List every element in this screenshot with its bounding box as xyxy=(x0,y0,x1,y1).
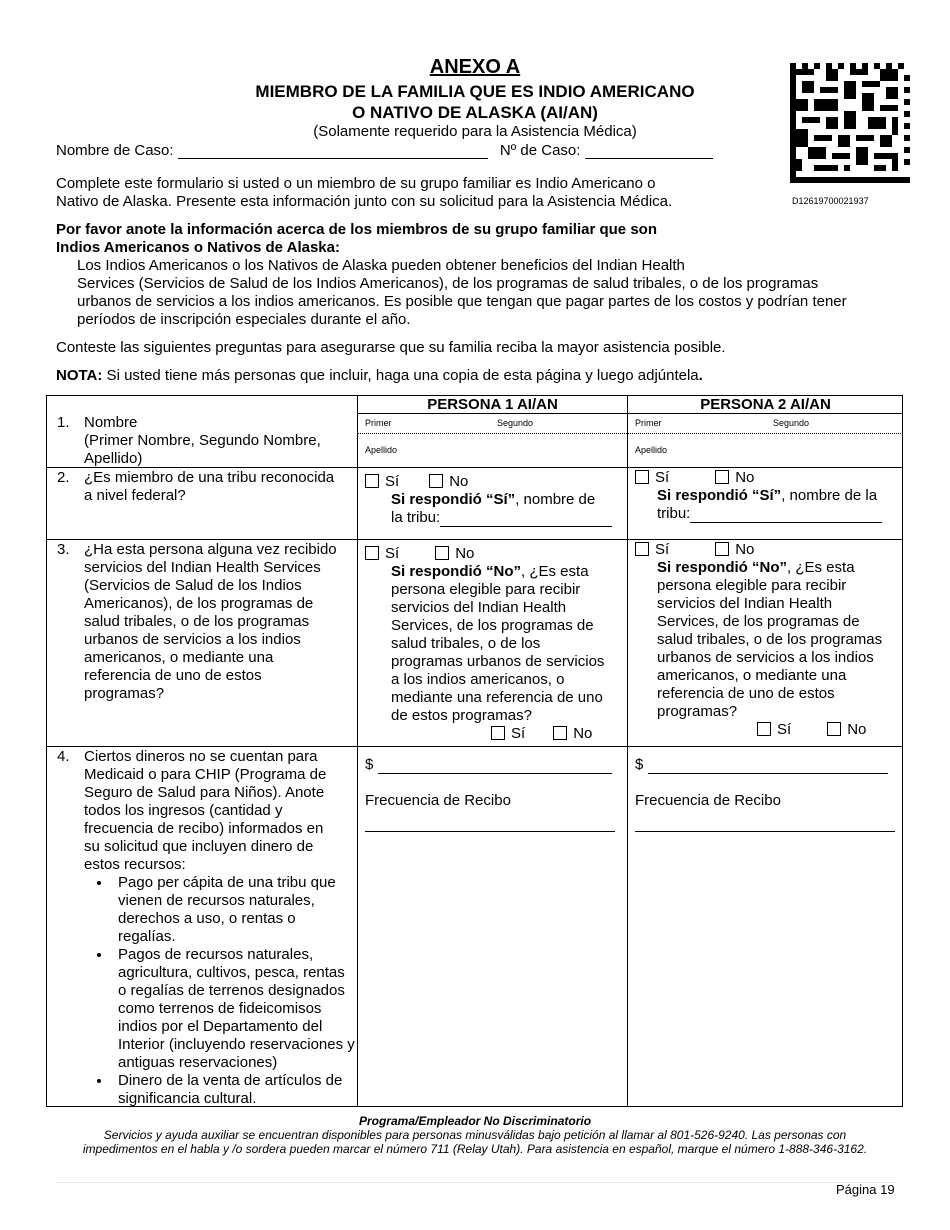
q4-line: Medicaid o para CHIP (Programa de xyxy=(84,766,327,783)
p1-q3-text: , ¿Es esta xyxy=(521,563,589,580)
nondiscrimination-notice: Programa/Empleador No Discriminatorio xyxy=(358,1114,592,1128)
p2-q3-answer xyxy=(635,541,901,739)
case-name-field[interactable] xyxy=(178,144,488,159)
ai-an-table xyxy=(46,395,903,1107)
p2-last-label: Apellido xyxy=(635,445,668,455)
instruction-bold-line-2: Indios Americanos o Nativos de Alaska: xyxy=(56,239,340,256)
q1-line-1: Nombre xyxy=(84,414,138,431)
yes-label: Sí xyxy=(655,469,670,486)
p1-q3-line: persona elegible para recibir xyxy=(391,581,581,598)
q4-line: todos los ingresos (cantidad y xyxy=(84,802,283,819)
case-name-label: Nombre de Caso: xyxy=(56,142,178,159)
p2-q2-tribe-row xyxy=(635,505,901,523)
yes-label: Sí xyxy=(385,473,400,490)
note-label: NOTA: xyxy=(56,367,103,384)
frequency-label: Frecuencia de Recibo xyxy=(635,792,781,809)
p2-q3-line: urbanos de servicios a los indios xyxy=(657,649,874,666)
p1-frequency-field[interactable] xyxy=(365,817,615,832)
q4-number: 4. xyxy=(57,748,70,765)
info-line-2: Services (Servicios de Salud de los Indios Americanos), de los programas de salud tribales, o de los programas xyxy=(77,275,819,292)
p1-last-field[interactable] xyxy=(359,451,625,465)
q1-label xyxy=(84,414,354,468)
form-title-line-2: O NATIVO DE ALASKA (AI/AN) xyxy=(352,103,598,122)
p1-q3-options xyxy=(365,545,625,563)
p1-q2-no-checkbox[interactable] xyxy=(429,474,443,488)
q4-bullet: • Dinero de la venta de artículos de significancia cultural. xyxy=(112,1072,356,1108)
q4-bullet: • Pagos de recursos naturales, agricultura, cultivos, pesca, rentas o regalías de terrenos designados como terrenos de fideicomisos indios por el Departamento del Interior (incluyendo reservaciones y antiguas reservaciones) xyxy=(112,946,356,1072)
p2-q3-text: , ¿Es esta xyxy=(787,559,855,576)
p1-q3-sub-options xyxy=(365,725,625,743)
p1-amount-row xyxy=(365,756,623,774)
form-title-line-1: MIEMBRO DE LA FAMILIA QUE ES INDIO AMERICANO xyxy=(255,82,695,101)
p2-q3-line: programas? xyxy=(657,703,738,720)
p1-first-middle-field[interactable] xyxy=(359,423,625,433)
grid-line xyxy=(357,433,903,434)
note-period: . xyxy=(698,367,703,384)
info-paragraph xyxy=(77,257,897,329)
instruction-bold-line-1: Por favor anote la información acerca de los miembros de su grupo familiar que son xyxy=(56,221,657,238)
yes-label: Sí xyxy=(385,545,400,562)
q4-line: Seguro de Salud para Niños). Anote xyxy=(84,784,325,801)
p1-q3-eligible-yes-checkbox[interactable] xyxy=(491,726,505,740)
q3-line: programas? xyxy=(84,685,165,702)
p2-q3-line: servicios del Indian Health xyxy=(657,595,833,612)
q3-line: servicios del Indian Health Services xyxy=(84,559,321,576)
tribe-label: la tribu: xyxy=(391,509,441,526)
p2-frequency-row xyxy=(635,814,901,832)
p2-q3-sub-options xyxy=(635,721,901,739)
q4-label xyxy=(84,748,356,1108)
p2-q2-options xyxy=(635,469,901,487)
p1-middle-label: Segundo xyxy=(497,418,534,428)
yes-label: Sí xyxy=(511,725,526,742)
p2-q3-no-checkbox[interactable] xyxy=(715,542,729,556)
dollar-sign: $ xyxy=(635,756,644,773)
p1-q4-answer xyxy=(365,756,623,832)
info-line-3: urbanos de servicios a los indios americanos. Es posible que tengan que pagar partes de los costos y podrían tener xyxy=(77,293,847,310)
p1-q3-answer xyxy=(365,545,625,743)
q3-line: americanos, o mediante una xyxy=(84,649,274,666)
q3-line: salud tribales, o de los programas xyxy=(84,613,310,630)
person-2-header: PERSONA 2 AI/AN xyxy=(700,396,831,413)
p1-q3-line: Services, de los programas de xyxy=(391,617,594,634)
p1-q3-line: programas urbanos de servicios xyxy=(391,653,605,670)
p2-tribe-field[interactable] xyxy=(690,508,882,523)
q4-line: estos recursos: xyxy=(84,856,186,873)
q3-line: urbanos de servicios a los indios xyxy=(84,631,301,648)
grid-line xyxy=(47,746,902,747)
barcode-id: D12619700021937 xyxy=(792,196,869,206)
grid-line xyxy=(627,396,628,1106)
p1-q2-options xyxy=(365,473,625,491)
p2-q3-line: referencia de uno de estos xyxy=(657,685,835,702)
form-subtitle: (Solamente requerido para la Asistencia Médica) xyxy=(313,123,637,140)
p1-q3-yes-checkbox[interactable] xyxy=(365,546,379,560)
no-label: No xyxy=(735,541,755,558)
grid-line xyxy=(357,396,358,1106)
p2-q3-yes-checkbox[interactable] xyxy=(635,542,649,556)
p2-first-label: Primer xyxy=(635,418,662,428)
intro-line-1: Complete este formulario si usted o un miembro de su grupo familiar es Indio Americano o xyxy=(56,175,656,192)
p2-last-field[interactable] xyxy=(629,451,901,465)
p2-amount-field[interactable] xyxy=(648,759,888,774)
p1-q3-line: mediante una referencia de uno xyxy=(391,689,603,706)
footer-divider xyxy=(56,1182,896,1183)
info-line-1: Los Indios Americanos o los Nativos de Alaska pueden obtener beneficios del Indian Health xyxy=(77,257,685,274)
no-label: No xyxy=(449,473,469,490)
q4-line: frecuencia de recibo) informados en xyxy=(84,820,324,837)
q4-line: Ciertos dineros no se cuentan para xyxy=(84,748,318,765)
note-line xyxy=(56,367,906,385)
case-info-line xyxy=(56,142,713,159)
p2-q2-answer xyxy=(635,469,901,523)
info-line-4: períodos de inscripción especiales durante el año. xyxy=(77,311,411,328)
p1-first-label: Primer xyxy=(365,418,392,428)
tribe-label: tribu: xyxy=(657,505,691,522)
no-label: No xyxy=(455,545,475,562)
p2-q2-text: , nombre de la xyxy=(781,487,878,504)
grid-line xyxy=(47,539,902,540)
if-yes-label: Si respondió “Sí” xyxy=(391,491,516,508)
frequency-label: Frecuencia de Recibo xyxy=(365,792,511,809)
p2-frequency-field[interactable] xyxy=(635,817,895,832)
footer-line-2: impedimentos en el habla y /o sordera pueden marcar el número 711 (Relay Utah). Para asistencia en español, marque el número 1-888-346-3162. xyxy=(82,1142,868,1156)
p2-q2-no-checkbox[interactable] xyxy=(715,470,729,484)
intro-line-2: Nativo de Alaska. Presente esta información junto con su solicitud para la Asistencia Médica. xyxy=(56,193,673,210)
intro-paragraph xyxy=(56,175,716,211)
footer-line-1: Servicios y ayuda auxiliar se encuentran disponibles para personas minusválidas bajo petición al llamar al 801-526-9240. Las personas con xyxy=(103,1128,847,1142)
note-text: Si usted tiene más personas que incluir, haga una copia de esta página y luego adjúntela xyxy=(102,367,699,384)
q4-bullet-list xyxy=(84,874,356,1108)
footer-text xyxy=(60,1128,890,1156)
p2-q3-line: americanos, o mediante una xyxy=(657,667,847,684)
no-label: No xyxy=(847,721,867,738)
person-1-header: PERSONA 1 AI/AN xyxy=(427,396,558,413)
p2-amount-row xyxy=(635,756,901,774)
p2-middle-label: Segundo xyxy=(773,418,810,428)
p1-tribe-field[interactable] xyxy=(440,512,612,527)
q4-line: su solicitud que incluyen dinero de xyxy=(84,838,314,855)
case-number-field[interactable] xyxy=(585,144,713,159)
q2-line-2: a nivel federal? xyxy=(84,487,186,504)
p2-q3-eligible-no-checkbox[interactable] xyxy=(827,722,841,736)
p2-q2-yes-checkbox[interactable] xyxy=(635,470,649,484)
q4-bullet: • Pago per cápita de una tribu que vienen de recursos naturales, derechos a uso, o rentas o regalías. xyxy=(112,874,356,946)
q1-line-2: (Primer Nombre, Segundo Nombre, xyxy=(84,432,321,449)
p1-q3-eligible-no-checkbox[interactable] xyxy=(553,726,567,740)
p2-q2-followup xyxy=(635,487,901,505)
q2-line-1: ¿Es miembro de una tribu reconocida xyxy=(84,469,335,486)
yes-label: Sí xyxy=(655,541,670,558)
answer-instruction: Conteste las siguientes preguntas para asegurarse que su familia reciba la mayor asistencia posible. xyxy=(56,339,726,356)
datamatrix-barcode xyxy=(790,63,910,183)
p1-q2-yes-checkbox[interactable] xyxy=(365,474,379,488)
q2-number: 2. xyxy=(57,469,70,486)
p1-q2-tribe-row xyxy=(365,509,625,527)
q3-number: 3. xyxy=(57,541,70,558)
page-number: Página 19 xyxy=(836,1182,895,1197)
p1-q2-text: , nombre de xyxy=(515,491,596,508)
p1-q3-line: servicios del Indian Health xyxy=(391,599,567,616)
p1-q3-no-checkbox[interactable] xyxy=(435,546,449,560)
q3-line: Americanos), de los programas de xyxy=(84,595,314,612)
instruction-bold xyxy=(56,221,716,257)
if-yes-label: Si respondió “Sí” xyxy=(657,487,782,504)
p1-q3-line: salud tribales, o de los xyxy=(391,635,541,652)
if-no-label: Si respondió “No” xyxy=(657,559,788,576)
p1-frequency-row xyxy=(365,814,623,832)
p2-q4-answer xyxy=(635,756,901,832)
annex-title: ANEXO A xyxy=(429,56,521,78)
q3-line: (Servicios de Salud de los Indios xyxy=(84,577,302,594)
q1-number: 1. xyxy=(57,414,70,431)
p1-q2-followup xyxy=(365,491,625,509)
no-label: No xyxy=(735,469,755,486)
yes-label: Sí xyxy=(777,721,792,738)
q2-label xyxy=(84,469,354,505)
case-number-label: Nº de Caso: xyxy=(499,142,585,159)
q3-line: referencia de uno de estos xyxy=(84,667,262,684)
q3-label xyxy=(84,541,356,703)
p2-q3-eligible-yes-checkbox[interactable] xyxy=(757,722,771,736)
q1-line-3: Apellido) xyxy=(84,450,143,467)
p2-q3-followup xyxy=(635,559,901,721)
p2-q3-line: persona elegible para recibir xyxy=(657,577,847,594)
if-no-label: Si respondió “No” xyxy=(391,563,522,580)
p1-q3-followup xyxy=(365,563,625,725)
p1-last-label: Apellido xyxy=(365,445,398,455)
p2-q3-line: Services, de los programas de xyxy=(657,613,860,630)
p2-q3-line: salud tribales, o de los programas xyxy=(657,631,883,648)
p1-q2-answer xyxy=(365,473,625,527)
p2-q3-line xyxy=(657,559,901,577)
p1-q3-line: de estos programas? xyxy=(391,707,532,724)
p2-q3-options xyxy=(635,541,901,559)
dollar-sign: $ xyxy=(365,756,374,773)
p1-amount-field[interactable] xyxy=(378,759,612,774)
no-label: No xyxy=(573,725,593,742)
p1-q3-line: a los indios americanos, o xyxy=(391,671,565,688)
q3-line: ¿Ha esta persona alguna vez recibido xyxy=(84,541,337,558)
p1-q3-line xyxy=(391,563,625,581)
p2-first-middle-field[interactable] xyxy=(629,423,901,433)
